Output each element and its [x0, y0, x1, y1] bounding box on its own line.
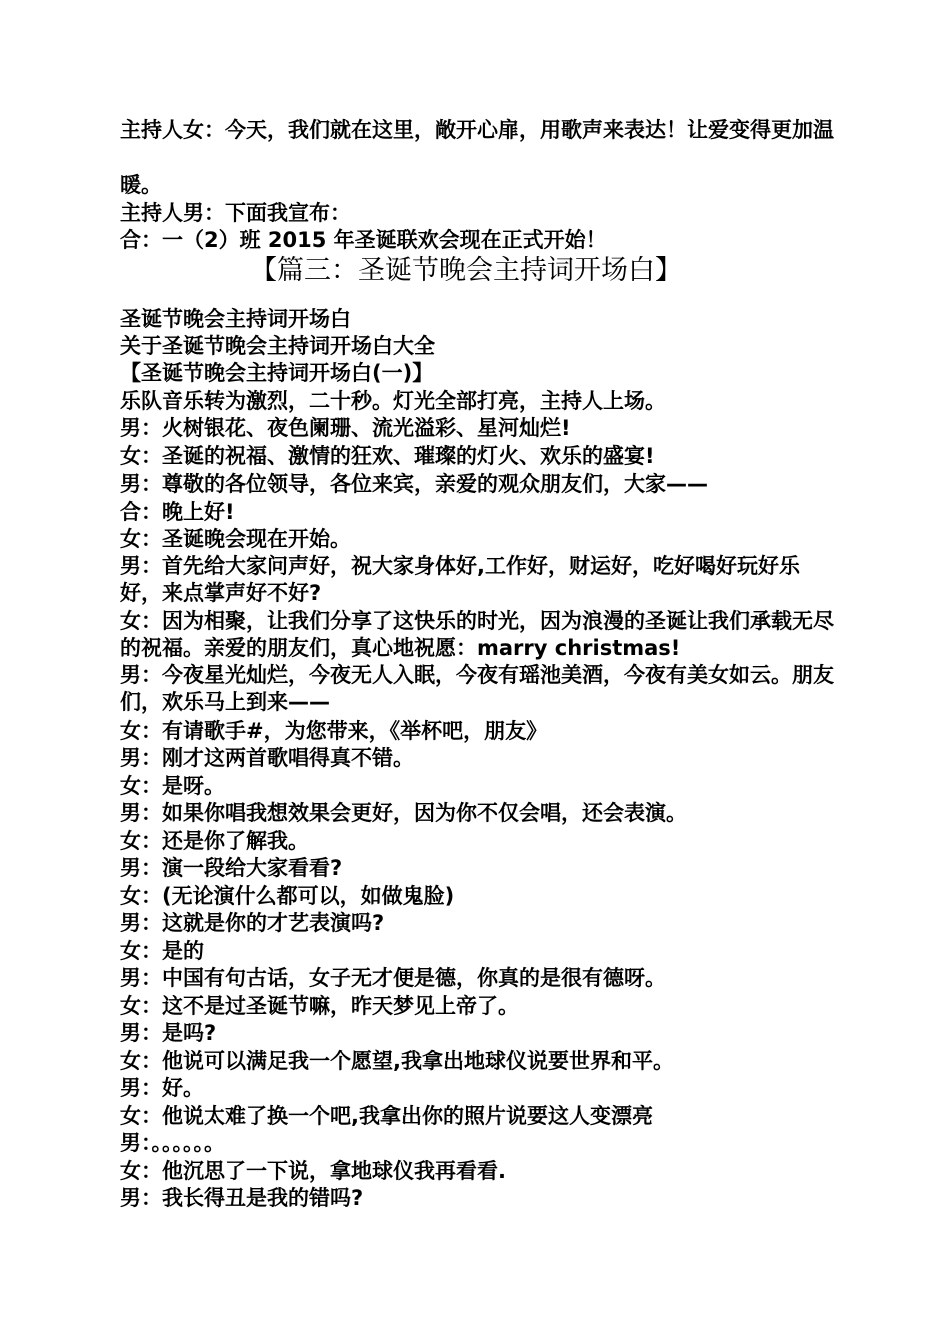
dialogue-line: 合：晚上好!	[120, 500, 235, 524]
dialogue-line: 男：今夜星光灿烂，今夜无人入眠，今夜有瑶池美酒，今夜有美女如云。朋友们，欢乐马上到来——	[120, 663, 834, 714]
dialogue-line: 女：这不是过圣诞节嘛，昨天梦见上帝了。	[120, 994, 519, 1018]
dialogue-line: 男：演一段给大家看看?	[120, 856, 343, 880]
dialogue-line: 女：是的	[120, 939, 204, 963]
dialogue-line: 女：他说太难了换一个吧,我拿出你的照片说要这人变漂亮	[120, 1104, 653, 1128]
dialogue-line: 男：我长得丑是我的错吗?	[120, 1186, 364, 1210]
dialogue-line: 男：中国有句古话，女子无才便是德，你真的是很有德呀。	[120, 966, 666, 990]
dialogue-line: 男：。。。。。。	[120, 1131, 225, 1155]
text-line-host-male: 主持人男：下面我宣布：	[120, 201, 351, 225]
dialogue-line: 女：他说可以满足我一个愿望,我拿出地球仪说要世界和平。	[120, 1049, 674, 1073]
dialogue-line: 女：有请歌手#，为您带来，《举杯吧，朋友》	[120, 719, 548, 743]
dialogue-line: 女：因为相聚，让我们分享了这快乐的时光，因为浪漫的圣诞让我们承载无尽的祝福。亲爱的朋友们，真心地祝愿：marry christmas!	[120, 609, 834, 660]
dialogue-line: 男：首先给大家问声好，祝大家身体好,工作好，财运好，吃好喝好玩好乐好，来点掌声好不好?	[120, 554, 800, 605]
dialogue-line: 乐队音乐转为激烈，二十秒。灯光全部打亮，主持人上场。	[120, 389, 666, 413]
dialogue-line: 女：圣诞晚会现在开始。	[120, 527, 351, 551]
doc-subtitle: 圣诞节晚会主持词开场白	[120, 307, 351, 331]
dialogue-line: 男：如果你唱我想效果会更好，因为你不仅会唱，还会表演。	[120, 801, 687, 825]
dialogue-line: 男：火树银花、夜色阑珊、流光溢彩、星河灿烂!	[120, 416, 571, 440]
doc-subtitle-2: 关于圣诞节晚会主持词开场白大全	[120, 334, 435, 358]
dialogue-line: 女：(无论演什么都可以，如做鬼脸)	[120, 884, 455, 908]
dialogue-line: 男：刚才这两首歌唱得真不错。	[120, 746, 414, 770]
dialogue-line: 男：尊敬的各位领导，各位来宾，亲爱的观众朋友们，大家——	[120, 472, 708, 496]
text-line-together: 合：一（2）班 2015 年圣诞联欢会现在正式开始！	[120, 228, 607, 252]
dialogue-line: 女：他沉思了一下说，拿地球仪我再看看.	[120, 1159, 506, 1183]
text-line-host-female-1: 主持人女：今天，我们就在这里，敞开心扉，用歌声来表达！让爱变得更加温	[120, 118, 834, 142]
dialogue-line: 男：这就是你的才艺表演吗?	[120, 911, 385, 935]
dialogue-line: 女：圣诞的祝福、激情的狂欢、璀璨的灯火、欢乐的盛宴!	[120, 444, 655, 468]
section-label: 【圣诞节晚会主持词开场白(一)】	[120, 361, 434, 385]
dialogue-line: 女：是呀。	[120, 774, 225, 798]
dialogue-line: 男：是吗?	[120, 1021, 217, 1045]
dialogue-line: 女：还是你了解我。	[120, 829, 309, 853]
text-line-host-female-2: 暖。	[120, 173, 162, 197]
dialogue-line: 男：好。	[120, 1076, 204, 1100]
section-heading: 【篇三：圣诞节晚会主持词开场白】	[250, 255, 682, 286]
